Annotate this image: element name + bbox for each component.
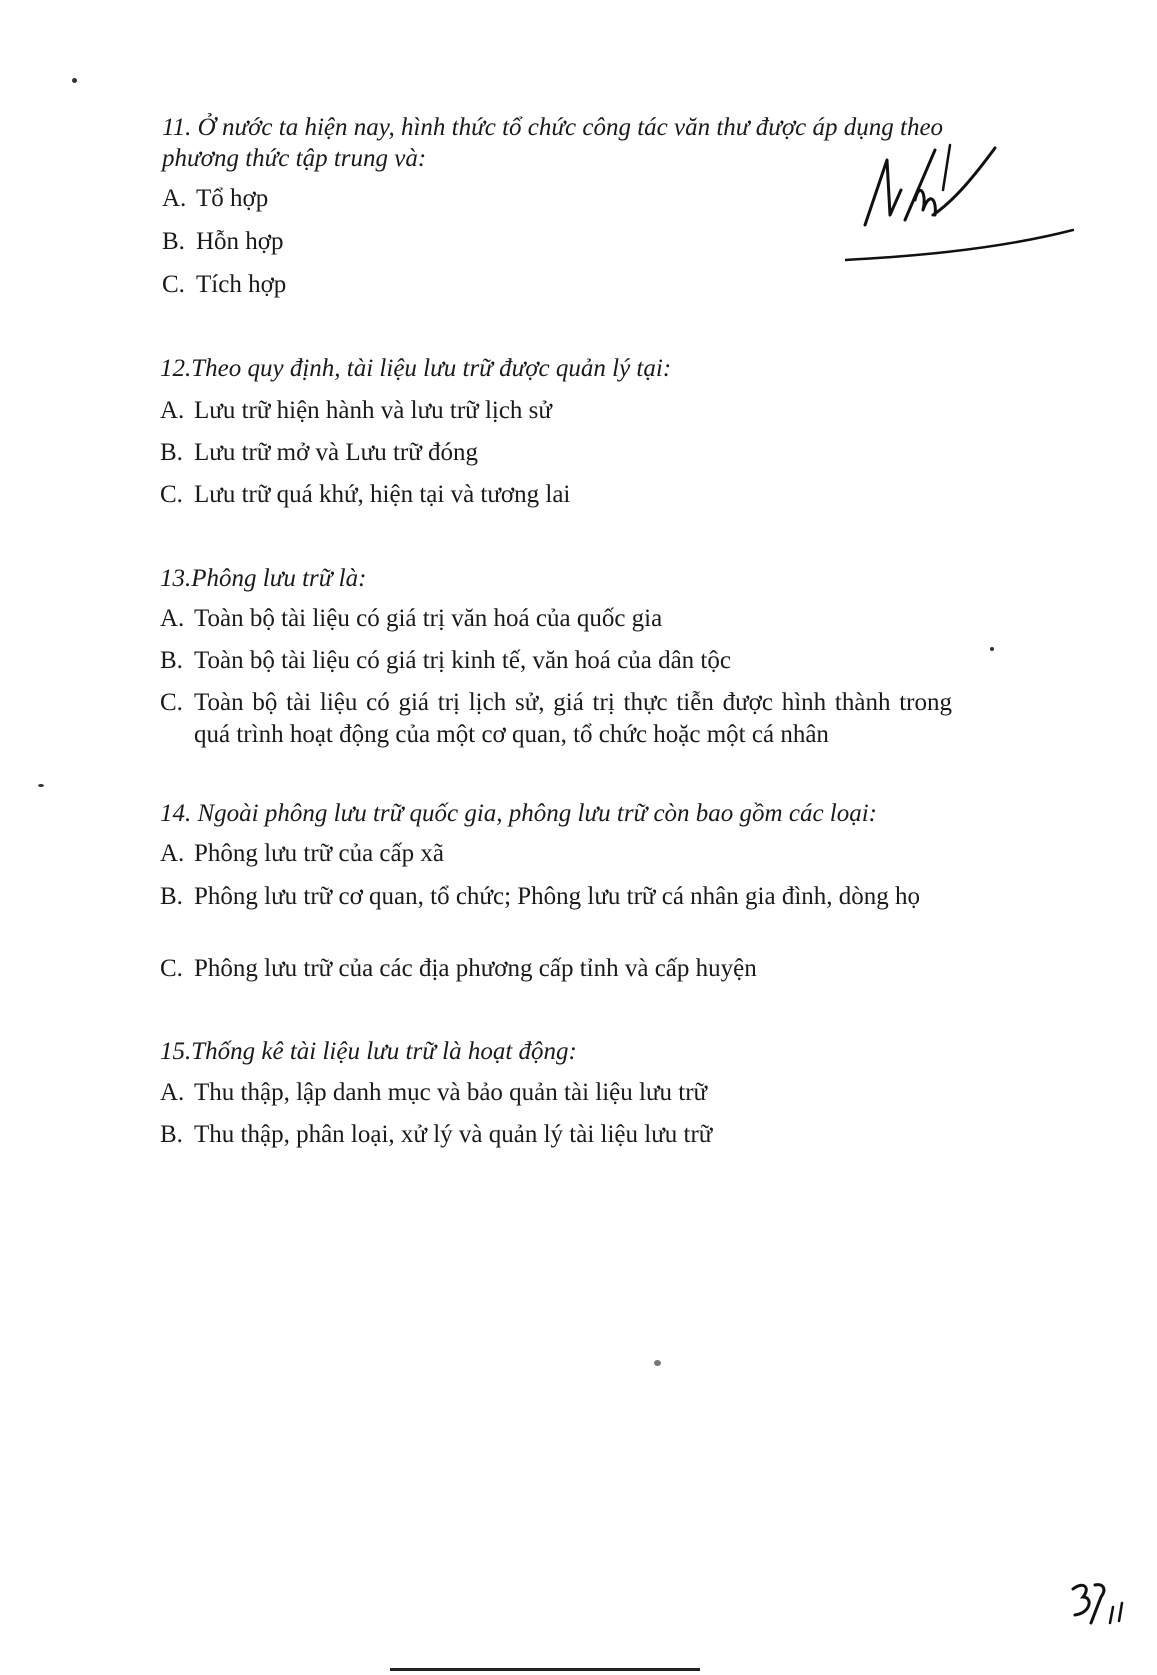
question-11-title: 11. Ở nước ta hiện nay, hình thức tổ chức công tác văn thư được áp dụng theo phương thức tập trung và: bbox=[162, 114, 944, 172]
option-text: Lưu trữ quá khứ, hiện tại và tương lai bbox=[194, 481, 571, 508]
option-letter: A. bbox=[160, 840, 185, 867]
question-15-title: 15.Thống kê tài liệu lưu trữ là hoạt động: bbox=[160, 1038, 577, 1065]
scan-speck bbox=[990, 647, 994, 651]
question-15-option-a bbox=[160, 1077, 707, 1109]
option-text: Lưu trữ mở và Lưu trữ đóng bbox=[194, 439, 479, 466]
question-15-option-b bbox=[160, 1119, 712, 1151]
option-text: Phông lưu trữ cơ quan, tổ chức; Phông lưu trữ cá nhân gia đình, dòng họ bbox=[194, 883, 921, 910]
handwritten-page-number bbox=[1065, 1575, 1145, 1635]
option-text: Tích hợp bbox=[196, 271, 287, 298]
question-12-title: 12.Theo quy định, tài liệu lưu trữ được quản lý tại: bbox=[160, 355, 672, 382]
option-text: Thu thập, phân loại, xử lý và quản lý tài liệu lưu trữ bbox=[194, 1121, 713, 1148]
option-text: Thu thập, lập danh mục và bảo quản tài liệu lưu trữ bbox=[194, 1079, 708, 1106]
option-text: Tổ hợp bbox=[196, 185, 269, 212]
option-letter: B. bbox=[160, 883, 183, 910]
option-letter: B. bbox=[162, 228, 185, 255]
question-14-option-a bbox=[160, 838, 444, 870]
option-letter: C. bbox=[160, 481, 183, 508]
question-11-option-a bbox=[162, 183, 268, 215]
question-13-option-b bbox=[160, 645, 731, 677]
option-text: Phông lưu trữ của các địa phương cấp tỉnh và cấp huyện bbox=[194, 955, 757, 982]
option-letter: B. bbox=[160, 439, 183, 466]
option-text: Hỗn hợp bbox=[196, 228, 284, 255]
scan-speck bbox=[72, 78, 77, 83]
option-text: Toàn bộ tài liệu có giá trị kinh tế, văn hoá của dân tộc bbox=[194, 647, 731, 674]
bottom-edge-line bbox=[390, 1668, 700, 1671]
option-text: Toàn bộ tài liệu có giá trị lịch sử, giá trị thực tiễn được hình thành trong quá trình hoạt động của một cơ quan, tổ chức hoặc một cá nhân bbox=[194, 689, 952, 748]
question-12-option-a bbox=[160, 395, 552, 427]
option-letter: A. bbox=[160, 1079, 185, 1106]
option-letter: C. bbox=[160, 689, 183, 716]
option-text: Phông lưu trữ của cấp xã bbox=[194, 840, 444, 867]
option-letter: C. bbox=[160, 955, 183, 982]
option-letter: A. bbox=[162, 185, 187, 212]
option-letter: A. bbox=[160, 397, 185, 424]
question-12-option-c bbox=[160, 479, 570, 511]
question-11-option-b bbox=[162, 226, 284, 258]
question-13-title: 13.Phông lưu trữ là: bbox=[160, 565, 367, 592]
scan-speck bbox=[654, 1360, 661, 1366]
question-14-title: 14. Ngoài phông lưu trữ quốc gia, phông lưu trữ còn bao gồm các loại: bbox=[160, 800, 878, 827]
option-text: Toàn bộ tài liệu có giá trị văn hoá của quốc gia bbox=[194, 605, 663, 632]
scan-speck bbox=[38, 784, 44, 787]
option-text: Lưu trữ hiện hành và lưu trữ lịch sử bbox=[194, 397, 552, 424]
question-13-option-a bbox=[160, 603, 662, 635]
question-11-option-c bbox=[162, 269, 286, 301]
option-letter: A. bbox=[160, 605, 185, 632]
option-letter: B. bbox=[160, 647, 183, 674]
question-12-option-b bbox=[160, 437, 478, 469]
option-letter: B. bbox=[160, 1121, 183, 1148]
question-14-option-c bbox=[160, 953, 757, 985]
option-letter: C. bbox=[162, 271, 185, 298]
question-13-option-c bbox=[160, 687, 952, 751]
handwritten-signature bbox=[845, 140, 1145, 290]
question-14-option-b bbox=[160, 881, 952, 913]
